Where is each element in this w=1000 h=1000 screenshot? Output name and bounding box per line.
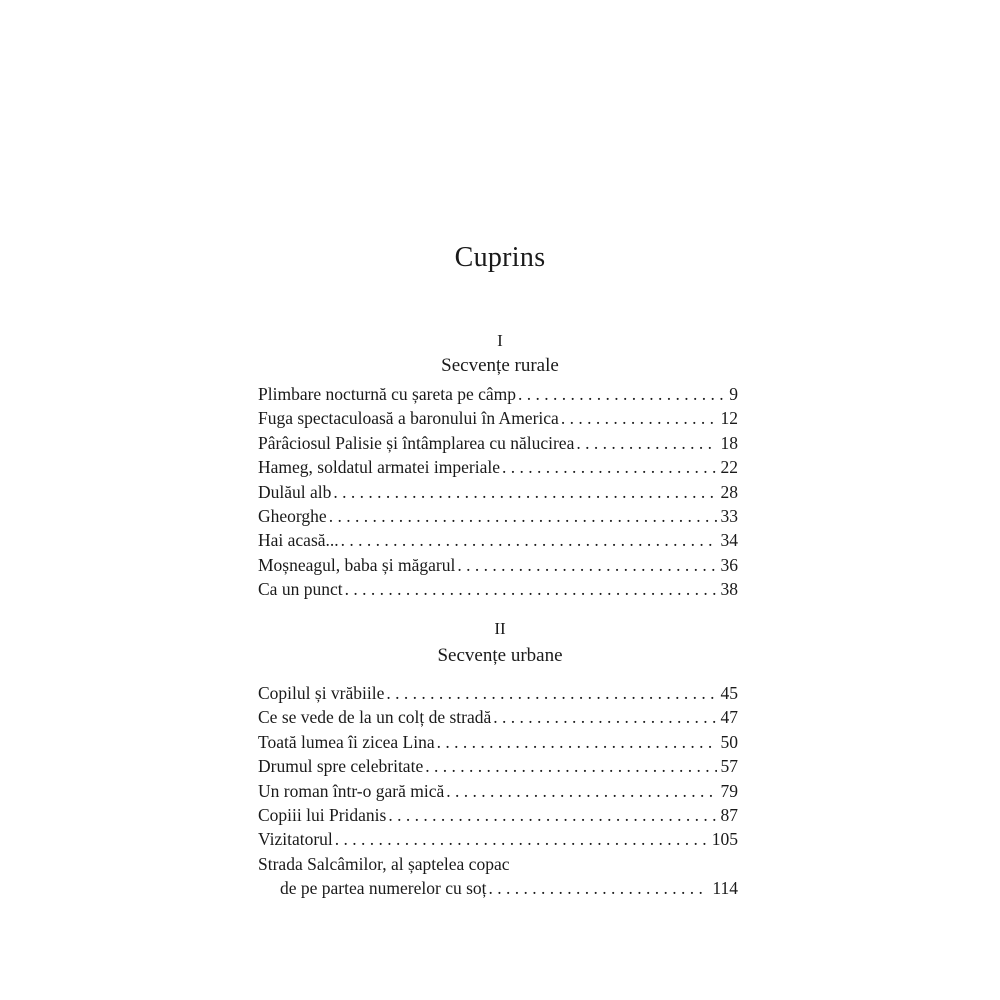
dot-leader bbox=[425, 756, 716, 777]
toc-entry[interactable] bbox=[258, 756, 738, 780]
dot-leader bbox=[333, 482, 716, 503]
entry-page-number: 79 bbox=[720, 780, 738, 801]
entry-title: Strada Salcâmilor, al șaptelea copac bbox=[258, 853, 510, 874]
dot-leader bbox=[502, 457, 717, 478]
entry-title: Ce se vede de la un colț de stradă bbox=[258, 707, 492, 728]
toc-entry[interactable] bbox=[258, 384, 738, 408]
toc-entry[interactable] bbox=[258, 457, 738, 481]
entry-page-number: 87 bbox=[720, 804, 738, 825]
entry-title: Plimbare nocturnă cu șareta pe câmp bbox=[258, 384, 517, 404]
entry-page-number: 38 bbox=[720, 579, 738, 600]
toc-entry[interactable] bbox=[258, 683, 738, 707]
entry-title: Un roman într-o gară mică bbox=[258, 780, 445, 801]
entry-page-number: 28 bbox=[720, 481, 738, 502]
entry-page-number: 36 bbox=[720, 554, 738, 575]
entry-title: Hameg, soldatul armatei imperiale bbox=[258, 457, 500, 478]
toc-entry-multiline-start[interactable] bbox=[258, 854, 738, 878]
dot-leader bbox=[388, 805, 716, 826]
entry-page-number: 22 bbox=[720, 457, 738, 478]
toc-entry[interactable] bbox=[258, 732, 738, 756]
entry-title: Copiii lui Pridanis bbox=[258, 804, 387, 825]
entry-title: Hai acasă... bbox=[258, 530, 339, 551]
dot-leader bbox=[446, 781, 716, 802]
entry-page-number: 50 bbox=[720, 731, 738, 752]
dot-leader bbox=[457, 555, 716, 576]
entry-page-number: 12 bbox=[720, 408, 738, 429]
entry-page-number: 45 bbox=[720, 683, 738, 703]
dot-leader bbox=[437, 732, 717, 753]
entry-page-number: 105 bbox=[711, 829, 738, 850]
entry-title: Moșneagul, baba și măgarul bbox=[258, 554, 456, 575]
section-heading: Secvențe rurale bbox=[441, 355, 559, 376]
entry-title: Ca un punct bbox=[258, 579, 343, 600]
toc-entry[interactable] bbox=[258, 707, 738, 731]
dot-leader bbox=[341, 530, 717, 551]
toc-entry[interactable] bbox=[258, 408, 738, 432]
toc-entry[interactable] bbox=[258, 530, 738, 554]
section-numeral: II bbox=[494, 619, 506, 638]
dot-leader bbox=[335, 829, 708, 850]
dot-leader bbox=[493, 707, 716, 728]
entry-page-number: 114 bbox=[712, 878, 738, 899]
entry-title: Copilul și vrăbiile bbox=[258, 683, 385, 703]
entry-title: de pe partea numerelor cu soț bbox=[280, 878, 487, 899]
dot-leader bbox=[329, 506, 717, 527]
entry-title: Toată lumea îi zicea Lina bbox=[258, 731, 435, 752]
entry-page-number: 57 bbox=[720, 756, 738, 777]
toc-entry[interactable] bbox=[258, 433, 738, 457]
entry-title: Fuga spectaculoasă a baronului în America bbox=[258, 408, 559, 429]
toc-entry[interactable] bbox=[258, 781, 738, 805]
toc-entry[interactable] bbox=[258, 805, 738, 829]
dot-leader bbox=[561, 408, 717, 429]
entry-title: Drumul spre celebritate bbox=[258, 756, 424, 777]
page-title: Cuprins bbox=[454, 242, 546, 273]
toc-list-section-2 bbox=[258, 683, 738, 903]
entry-title: Vizitatorul bbox=[258, 829, 333, 850]
section-heading: Secvențe urbane bbox=[437, 645, 563, 666]
entry-page-number: 33 bbox=[720, 505, 738, 526]
entry-page-number: 34 bbox=[720, 530, 738, 551]
toc-list-section-1 bbox=[258, 384, 738, 604]
toc-entry[interactable] bbox=[258, 829, 738, 853]
entry-title: Dulăul alb bbox=[258, 481, 332, 502]
toc-entry-continuation[interactable] bbox=[258, 878, 738, 902]
entry-title: Gheorghe bbox=[258, 505, 327, 526]
toc-entry[interactable] bbox=[258, 506, 738, 530]
dot-leader bbox=[386, 683, 716, 704]
entry-page-number: 18 bbox=[720, 432, 738, 453]
toc-entry[interactable] bbox=[258, 555, 738, 579]
toc-entry[interactable] bbox=[258, 579, 738, 603]
dot-leader bbox=[345, 579, 717, 600]
dot-leader bbox=[489, 878, 709, 899]
entry-title: Pârâciosul Palisie și întâmplarea cu nălucirea bbox=[258, 432, 575, 453]
dot-leader bbox=[518, 384, 725, 405]
section-numeral: I bbox=[497, 331, 503, 350]
entry-page-number: 47 bbox=[720, 707, 738, 728]
toc-entry[interactable] bbox=[258, 482, 738, 506]
entry-page-number: 9 bbox=[729, 384, 738, 404]
dot-leader bbox=[576, 433, 716, 454]
